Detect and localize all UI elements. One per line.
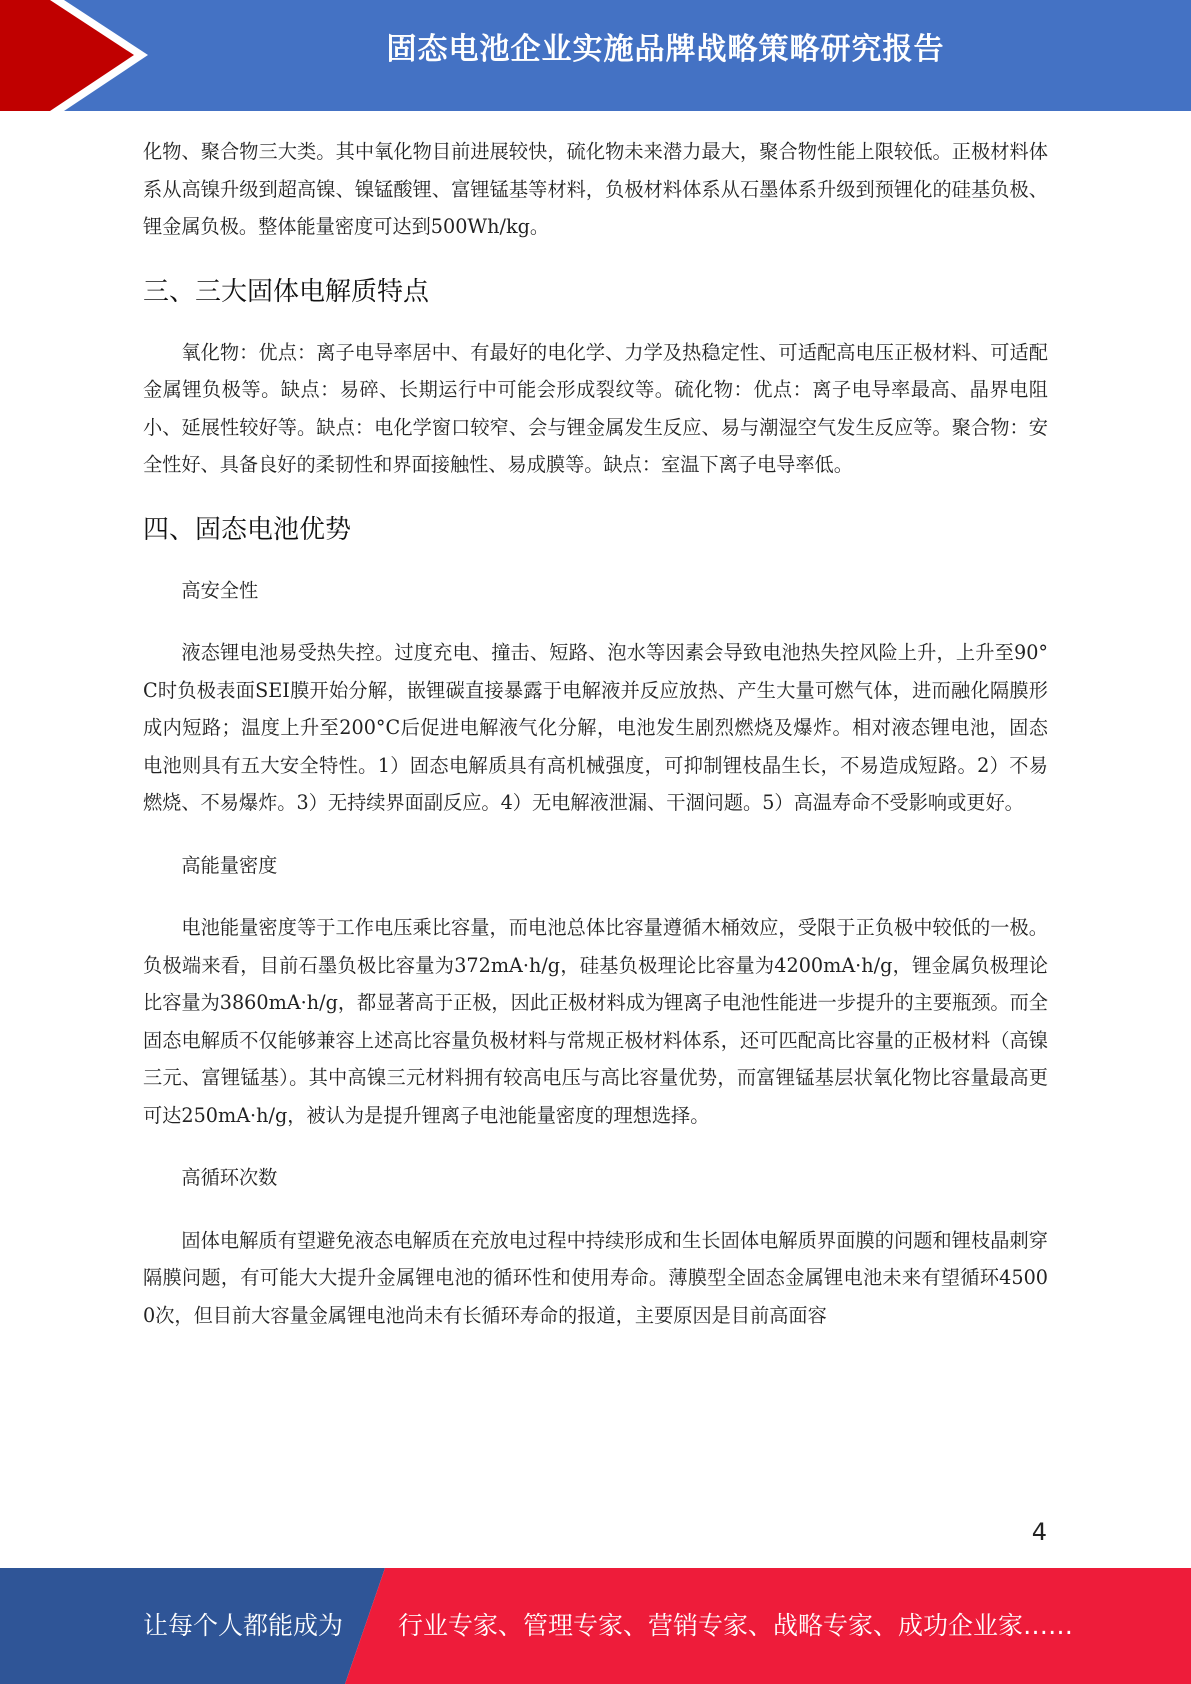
- subheading-safety: 高安全性: [181, 578, 259, 602]
- electrolyte-paragraph: 氧化物：优点：离子电导率居中、有最好的电化学、力学及热稳定性、可适配高电压正极材料、可适配金属锂负极等。缺点：易碎、长期运行中可能会形成裂纹等。硫化物：优点：离子电导率最高、晶界电阻小、延展性较好等。缺点：电化学窗口较窄、会与锂金属发生反应、易与潮湿空气发生反应等。聚合物：安全性好、具备良好的柔韧性和界面接触性、易成膜等。缺点：室温下离子电导率低。: [143, 340, 1048, 476]
- section-heading-3: 三、三大固体电解质特点: [143, 276, 430, 307]
- footer-slogan-left: 让每个人都能成为: [143, 1611, 344, 1640]
- footer-slogan-right: 行业专家、管理专家、营销专家、战略专家、成功企业家……: [398, 1611, 1074, 1640]
- intro-paragraph: 化物、聚合物三大类。其中氧化物目前进展较快，硫化物未来潜力最大，聚合物性能上限较低。正极材料体系从高镍升级到超高镍、镍锰酸锂、富锂锰基等材料，负极材料体系从石墨体系升级到预锂化的硅基负极、锂金属负极。整体能量密度可达到500Wh/kg。: [143, 140, 1048, 238]
- header-banner: [0, 0, 1191, 111]
- main-content: [143, 133, 1048, 1334]
- subheading-cycle: 高循环次数: [181, 1166, 278, 1189]
- energy-paragraph: 电池能量密度等于工作电压乘比容量，而电池总体比容量遵循木桶效应，受限于正负极中较低的一极。负极端来看，目前石墨负极比容量为372mA·h/g，硅基负极理论比容量为4200mA·h/g，锂金属负极理论比容量为3860mA·h/g，都显著高于正极，因此正极材料成为锂离子电池性能进一步提升的主要瓶颈。而全固态电解质不仅能够兼容上述高比容量负极材料与常规正极材料体系，还可匹配高比容量的正极材料（高镍三元、富锂锰基）。其中高镍三元材料拥有较高电压与高比容量优势，而富锂锰基层状氧化物比容量最高更可达250mA·h/g，被认为是提升锂离子电池能量密度的理想选择。: [143, 916, 1048, 1127]
- footer-banner: [0, 1568, 1191, 1684]
- cycle-paragraph: 固体电解质有望避免液态电解质在充放电过程中持续形成和生长固体电解质界面膜的问题和锂枝晶刺穿隔膜问题，有可能大大提升金属锂电池的循环性和使用寿命。薄膜型全固态金属锂电池未来有望循环45000次，但目前大容量金属锂电池尚未有长循环寿命的报道，主要原因是目前高面容: [143, 1228, 1048, 1327]
- document-title: 固态电池企业实施品牌战略策略研究报告: [386, 32, 945, 67]
- section-heading-4: 四、固态电池优势: [143, 514, 352, 545]
- page-number: 4: [1031, 1518, 1047, 1546]
- safety-paragraph: 液态锂电池易受热失控。过度充电、撞击、短路、泡水等因素会导致电池热失控风险上升，上升至90°C时负极表面SEI膜开始分解，嵌锂碳直接暴露于电解液并反应放热、产生大量可燃气体，进而融化隔膜形成内短路；温度上升至200°C后促进电解液气化分解，电池发生剧烈燃烧及爆炸。相对液态锂电池，固态电池则具有五大安全特性。1）固态电解质具有高机械强度，可抑制锂枝晶生长，不易造成短路。2）不易燃烧、不易爆炸。3）无持续界面副反应。4）无电解液泄漏、干涸问题。5）高温寿命不受影响或更好。: [143, 641, 1048, 814]
- subheading-energy: 高能量密度: [181, 853, 278, 877]
